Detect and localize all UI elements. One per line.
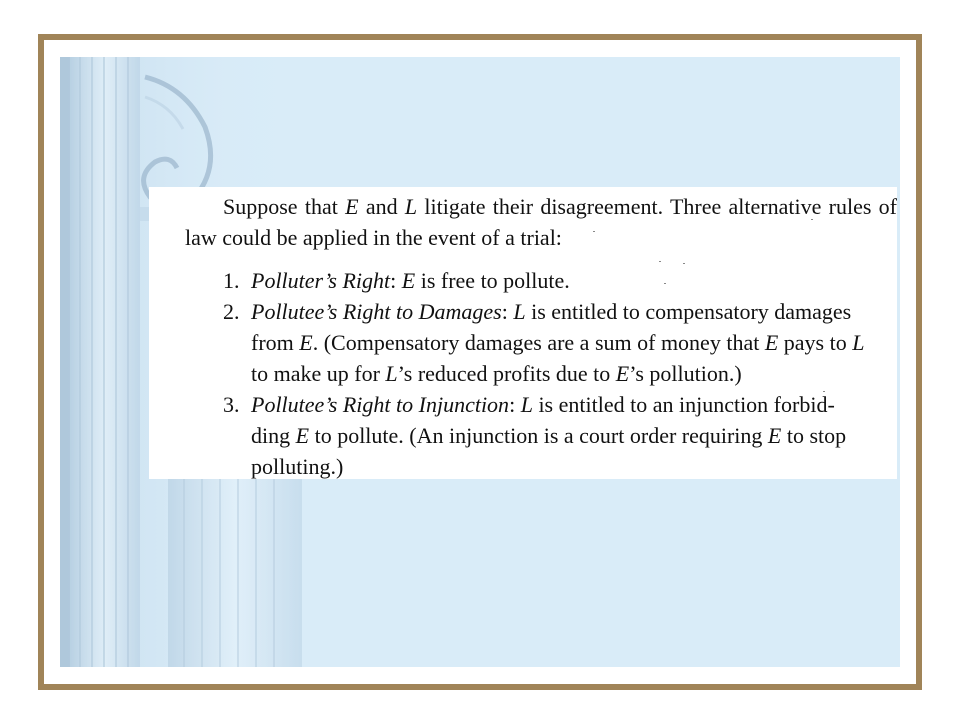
variable-l: L [513, 299, 526, 324]
intro-line-1 [185, 191, 897, 222]
scan-speck [823, 391, 825, 392]
variable-l: L [404, 194, 418, 219]
rule-text: to stop [781, 423, 847, 448]
rule-line [251, 420, 863, 451]
variable-e: E [299, 330, 313, 355]
scan-speck [811, 219, 813, 220]
rule-line [251, 358, 863, 389]
rule-item-right-to-injunction [223, 389, 863, 479]
intro-text: Suppose that [223, 194, 346, 219]
scan-speck [593, 231, 595, 232]
rule-text: ding [251, 423, 296, 448]
rule-line [251, 327, 863, 358]
rule-text: to make up for [251, 361, 386, 386]
rule-text: ’s reduced profits due to [397, 361, 616, 386]
rule-line [251, 389, 863, 420]
rule-text: . (Compensatory damages are a sum of money that [312, 330, 765, 355]
rule-text: from [251, 330, 300, 355]
rule-text: : [501, 299, 514, 324]
rule-line [251, 265, 863, 296]
variable-e: E [767, 423, 782, 448]
rule-title: Pollutee’s Right to Injunction [251, 392, 510, 417]
rule-number: 2. [223, 299, 240, 324]
scan-speck [664, 283, 666, 284]
variable-l: L [385, 361, 398, 386]
variable-e: E [615, 361, 630, 386]
rule-body [251, 389, 863, 479]
rule-text: pays to [778, 330, 853, 355]
rule-text: ’s pollution.) [629, 361, 742, 386]
variable-e: E [295, 423, 310, 448]
rules-list [223, 265, 863, 479]
text-card [149, 187, 897, 479]
intro-paragraph [185, 191, 897, 253]
rule-text: is entitled to compensatory damages [525, 299, 852, 324]
rule-text: is free to pollute. [415, 268, 570, 293]
rule-title: Polluter’s Right [251, 268, 391, 293]
scan-speck [659, 261, 661, 262]
rule-body [251, 265, 863, 296]
rule-text: to pollute. (An injunction is a court order requiring [309, 423, 768, 448]
rule-line: polluting.) [251, 454, 344, 479]
intro-line-2: law could be applied in the event of a trial: [185, 225, 562, 250]
rule-text: is entitled to an injunction forbid- [532, 392, 835, 417]
variable-l: L [520, 392, 533, 417]
rule-title: Pollutee’s Right to Damages [251, 299, 502, 324]
scan-speck [683, 263, 685, 264]
intro-text: litigate their disagreement. Three alternative rules of [417, 194, 897, 219]
variable-l: L [852, 330, 865, 355]
rule-number: 3. [223, 392, 240, 417]
variable-e: E [401, 268, 416, 293]
rule-item-polluters-right [223, 265, 863, 296]
slide-background [60, 57, 900, 667]
rule-text: : [390, 268, 402, 293]
rule-body [251, 296, 863, 389]
variable-e: E [345, 194, 359, 219]
rule-item-right-to-damages [223, 296, 863, 389]
variable-e: E [764, 330, 779, 355]
rule-line [251, 296, 863, 327]
rule-text: : [509, 392, 521, 417]
intro-text: and [358, 194, 405, 219]
rule-number: 1. [223, 268, 240, 293]
slide-frame [38, 34, 922, 690]
